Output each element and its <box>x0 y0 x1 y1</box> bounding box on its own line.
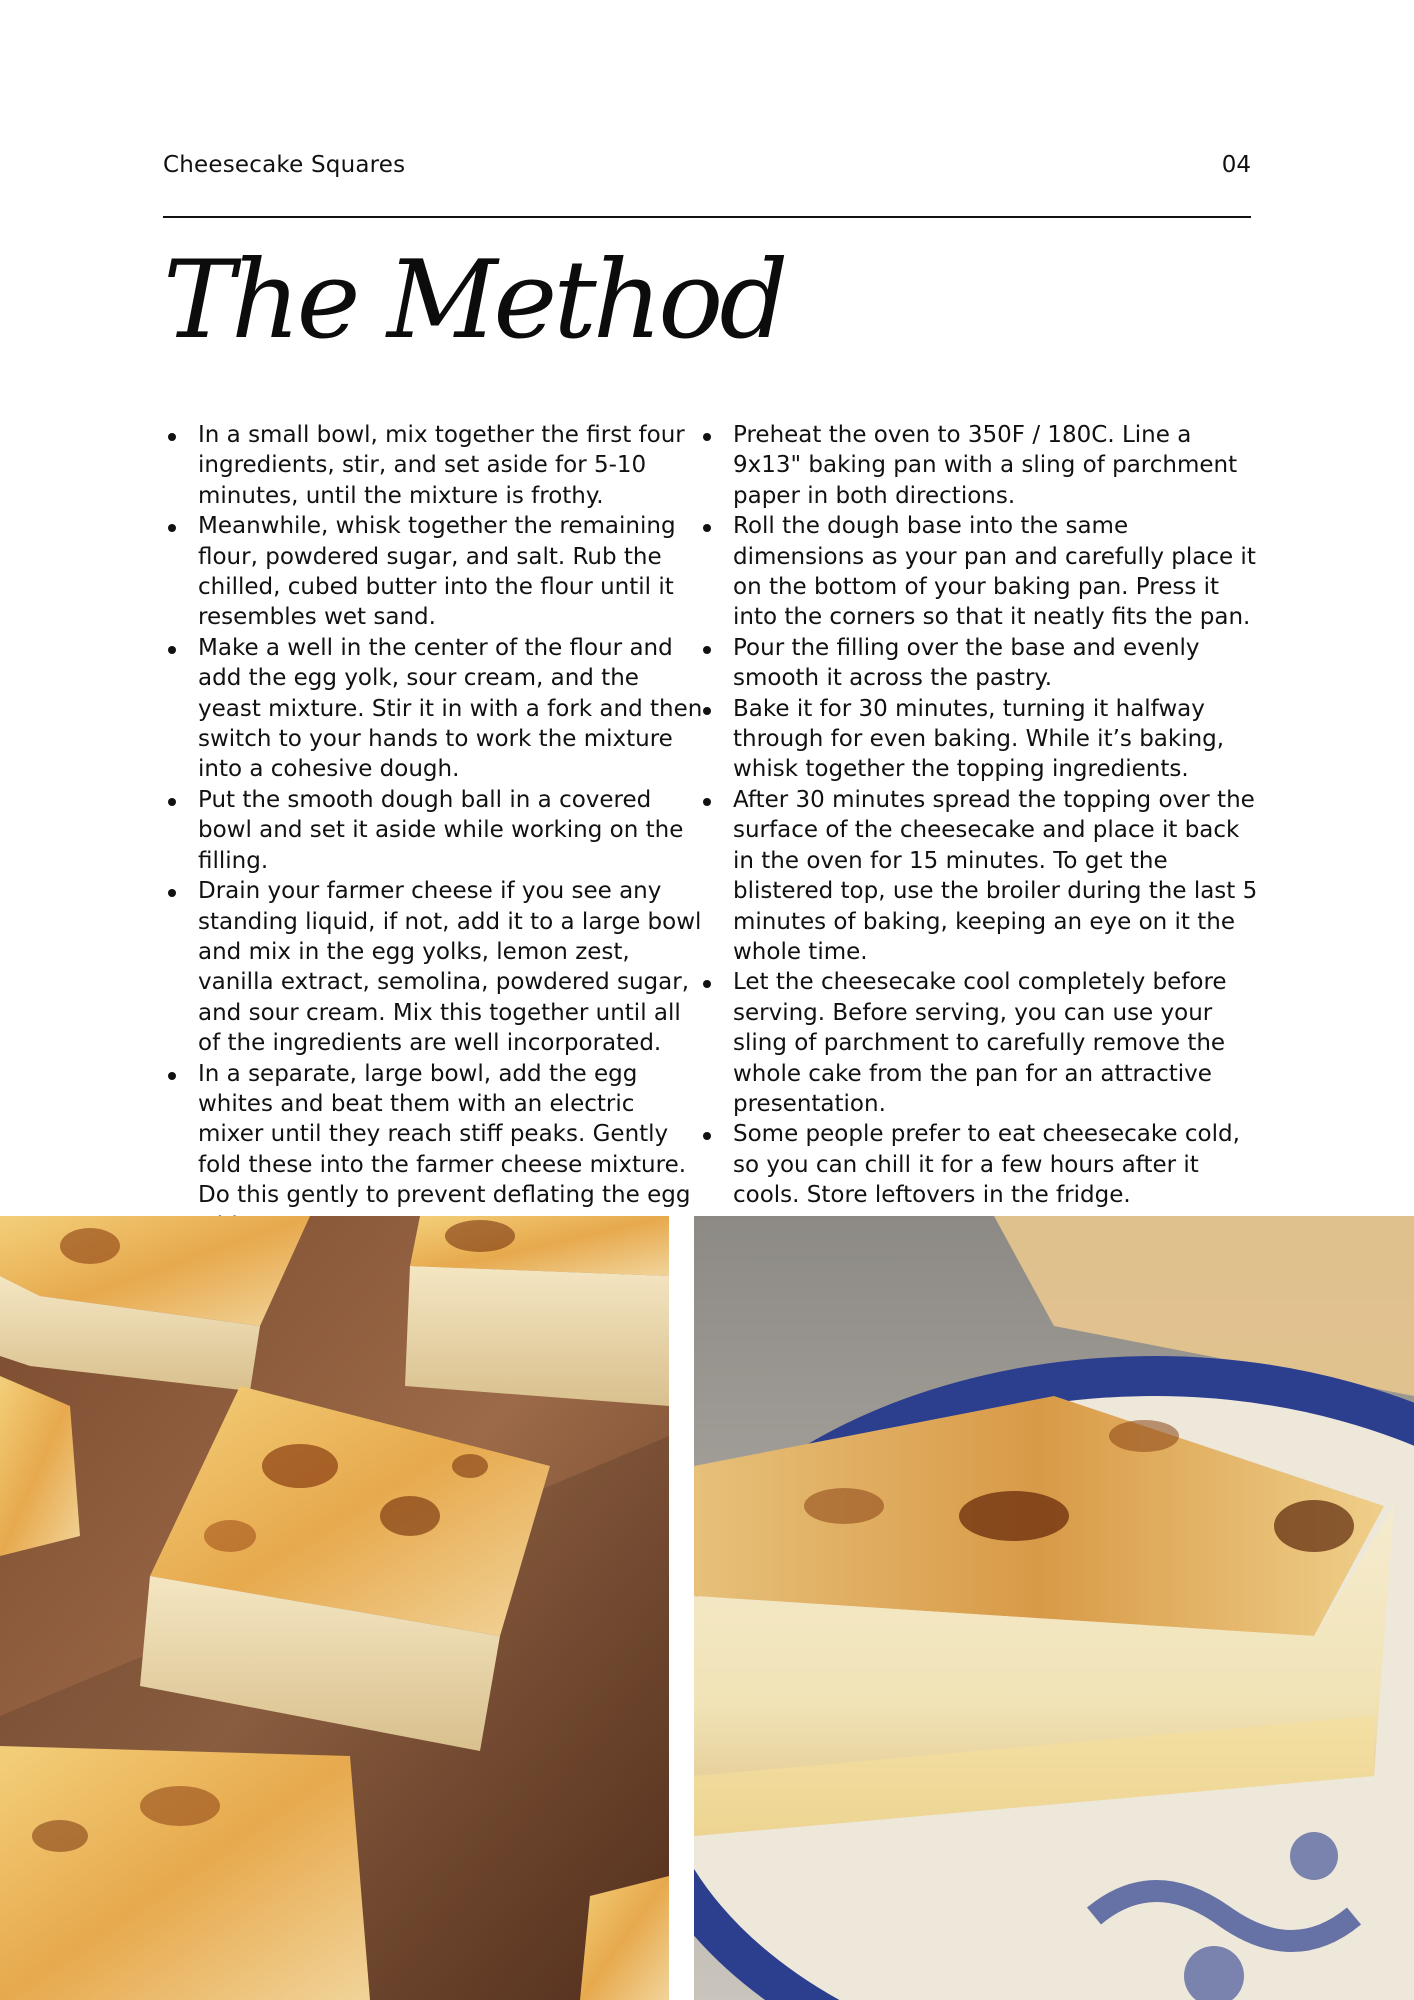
bullet-icon <box>168 798 176 806</box>
bullet-icon <box>703 980 711 988</box>
bullet-icon <box>703 707 711 715</box>
method-step <box>163 420 703 511</box>
method-step <box>163 1059 703 1241</box>
bullet-icon <box>168 524 176 532</box>
method-step <box>698 785 1258 967</box>
method-step <box>698 420 1258 511</box>
method-step <box>698 967 1258 1119</box>
bullet-icon <box>703 1132 711 1140</box>
method-step <box>698 1119 1258 1210</box>
bullet-icon <box>703 798 711 806</box>
method-step <box>163 511 703 633</box>
bullet-icon <box>168 889 176 897</box>
bullet-icon <box>703 646 711 654</box>
method-step <box>163 876 703 1058</box>
step-text: Bake it for 30 minutes, turning it halfway through for even baking. While it’s baking, whisk together the topping ingredients. <box>733 695 1225 783</box>
page-number: 04 <box>1221 152 1251 178</box>
step-text: Put the smooth dough ball in a covered bowl and set it aside while working on the filling. <box>198 786 684 874</box>
step-text: Drain your farmer cheese if you see any standing liquid, if not, add it to a large bowl and mix in the egg yolks, lemon zest, vanilla extract, semolina, powdered sugar, and sour cream. Mix this together until all of the ingredients are well incorporated. <box>198 878 702 1057</box>
header-divider <box>163 216 1251 218</box>
step-text: After 30 minutes spread the topping over the surface of the cheesecake and place it back in the oven for 15 minutes. To get the blistered top, use the broiler during the last 5 minutes of baking, keeping an eye on it the whole time. <box>733 786 1258 965</box>
bullet-icon <box>168 646 176 654</box>
method-step <box>163 785 703 876</box>
bullet-icon <box>168 1072 176 1080</box>
cheesecake-squares-board-photo <box>0 1216 669 2000</box>
page-header <box>163 152 1251 188</box>
recipe-title: Cheesecake Squares <box>163 152 406 178</box>
method-step <box>163 633 703 785</box>
method-step <box>698 633 1258 694</box>
step-text: Let the cheesecake cool completely before serving. Before serving, you can use your sling of parchment to carefully remove the whole cake from the pan for an attractive presentation. <box>733 969 1227 1117</box>
step-text: Meanwhile, whisk together the remaining flour, powdered sugar, and salt. Rub the chilled, cubed butter into the flour until it resembles wet sand. <box>198 513 676 631</box>
step-text: In a small bowl, mix together the first four ingredients, stir, and set aside for 5-10 minutes, until the mixture is frothy. <box>198 422 685 509</box>
step-text: Make a well in the center of the flour and add the egg yolk, sour cream, and the yeast mixture. Stir it in with a fork and then switch to your hands to work the mixture into a cohesive dough. <box>198 634 703 783</box>
bullet-icon <box>703 433 711 441</box>
step-text: Roll the dough base into the same dimensions as your pan and carefully place it on the bottom of your baking pan. Press it into the corners so that it neatly fits the pan. <box>733 513 1256 631</box>
bullet-icon <box>703 524 711 532</box>
step-text: Pour the filling over the base and evenly smooth it across the pastry. <box>733 634 1200 692</box>
section-heading: The Method <box>163 238 785 363</box>
step-text: In a separate, large bowl, add the egg whites and beat them with an electric mixer until they reach stiff peaks. Gently fold these into the farmer cheese mixture. Do this gently to prevent deflating the egg <box>198 1060 691 1209</box>
method-step <box>698 511 1258 633</box>
step-text: Preheat the oven to 350F / 180C. Line a 9x13" baking pan with a sling of parchment paper in both directions. <box>733 422 1238 509</box>
cheesecake-slice-plate-photo <box>694 1216 1414 2000</box>
bullet-icon <box>168 433 176 441</box>
step-text: Some people prefer to eat cheesecake cold, so you can chill it for a few hours after it cools. Store leftovers in the fridge. <box>733 1121 1240 1209</box>
method-step <box>698 694 1258 785</box>
method-steps-right <box>698 420 1258 1211</box>
method-steps-left <box>163 420 703 1241</box>
